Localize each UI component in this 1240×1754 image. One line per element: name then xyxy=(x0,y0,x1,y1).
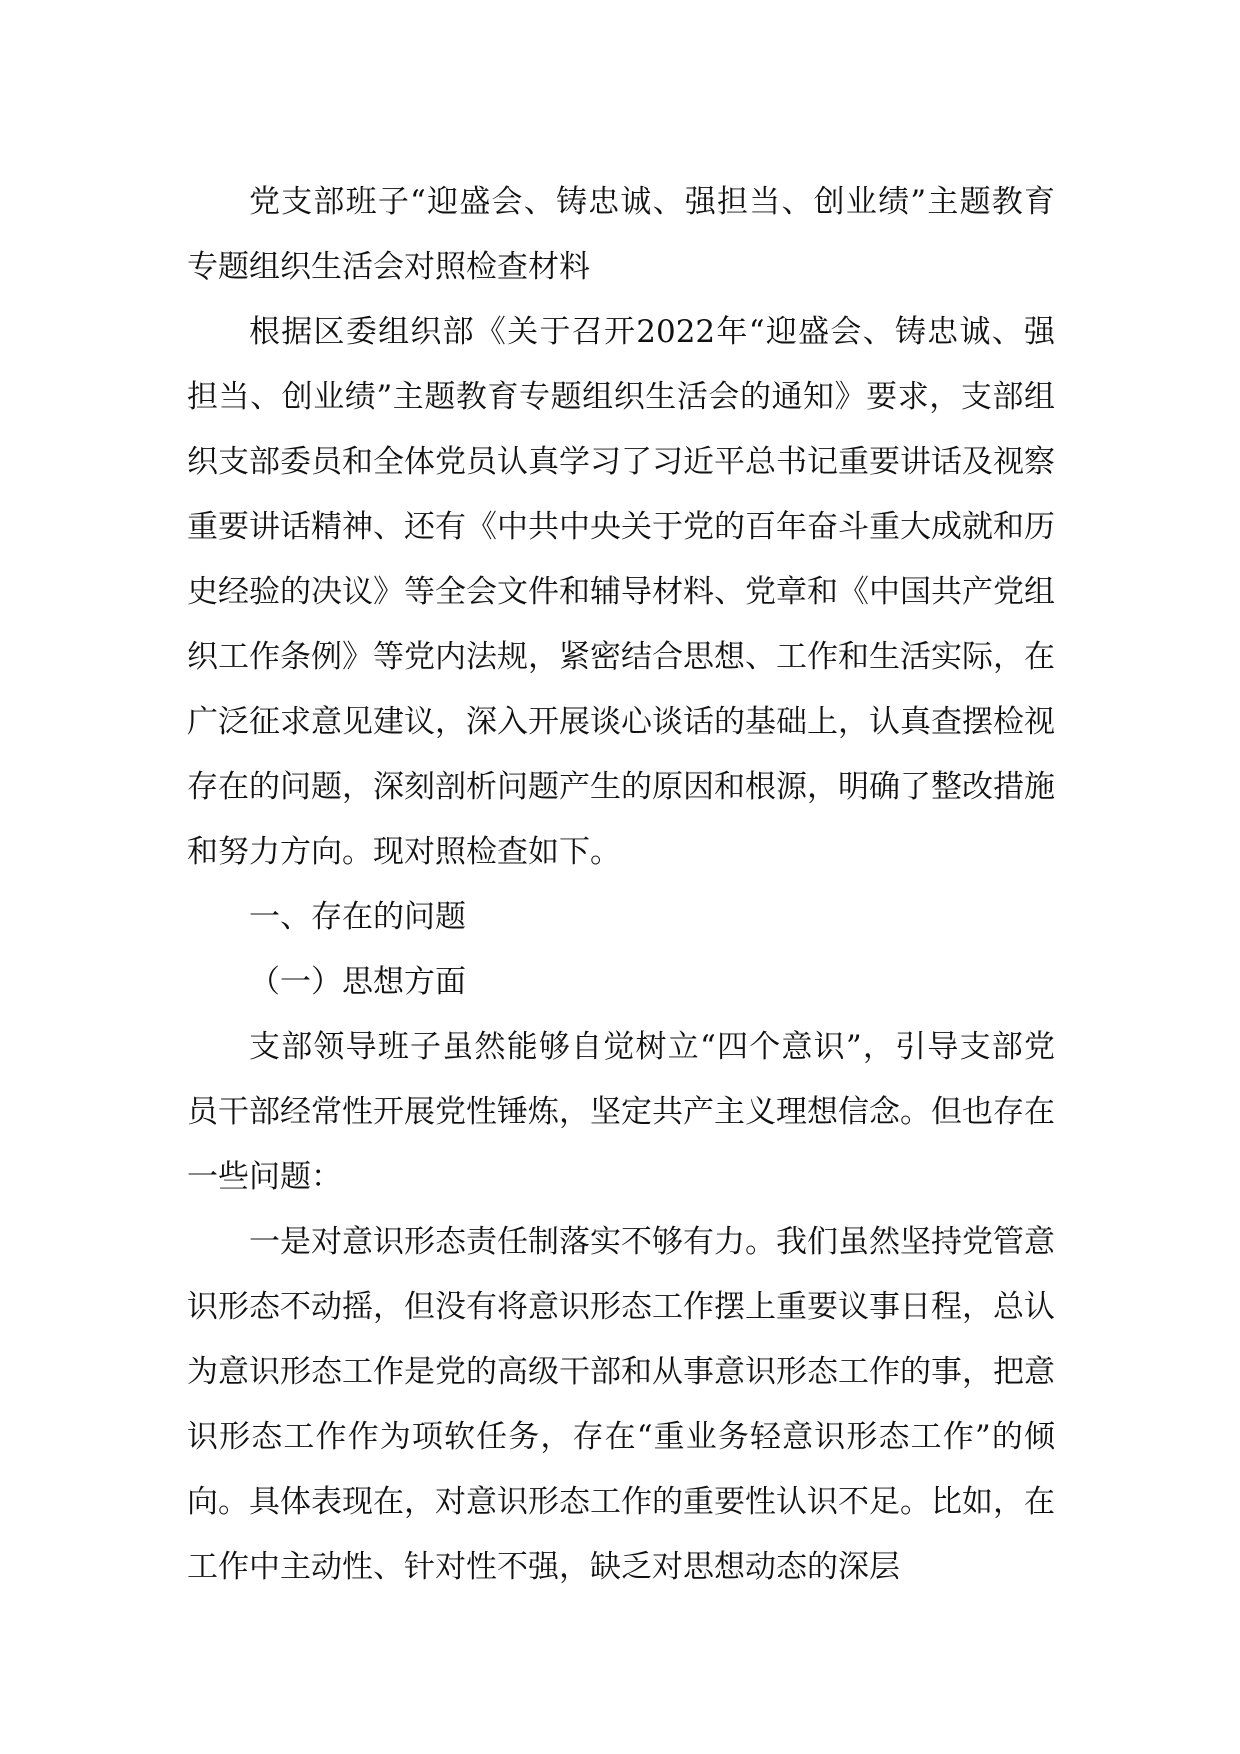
section-heading: 一、存在的问题 xyxy=(249,899,466,935)
intro-paragraph: 根据区委组织部《关于召开2022年“迎盛会、铸忠诚、强担当、创业绩”主题教育专题组织生活会的通知》要求，支部组织支部委员和全体党员认真学习了习近平总书记重要讲话及视察重要讲话精神、还有《中共中央关于党的百年奋斗重大成就和历史经验的决议》等全会文件和辅导材料、党章和《中国共产党组织工作条例》等党内法规，紧密结合思想、工作和生活实际，在广泛征求意见建议，深入开展谈心谈话的基础上，认真查摆检视存在的问题，深刻剖析问题产生的原因和根源，明确了整改措施和努力方向。现对照检查如下。 xyxy=(187,314,1055,870)
body-paragraph-2: 一是对意识形态责任制落实不够有力。我们虽然坚持党管意识形态不动摇，但没有将意识形态工作摆上重要议事日程，总认为意识形态工作是党的高级干部和从事意识形态工作的事，把意识形态工作作为项软任务，存在“重业务轻意识形态工作”的倾向。具体表现在，对意识形态工作的重要性认识不足。比如，在工作中主动性、针对性不强，缺乏对思想动态的深层 xyxy=(187,1224,1055,1585)
document-body xyxy=(187,170,1055,1600)
body-paragraph-1: 支部领导班子虽然能够自觉树立“四个意识”，引导支部党员干部经常性开展党性锤炼，坚定共产主义理想信念。但也存在一些问题： xyxy=(187,1029,1055,1195)
document-title: 党支部班子“迎盛会、铸忠诚、强担当、创业绩”主题教育专题组织生活会对照检查材料 xyxy=(187,184,1055,285)
subsection-heading: （一）思想方面 xyxy=(249,964,466,1000)
